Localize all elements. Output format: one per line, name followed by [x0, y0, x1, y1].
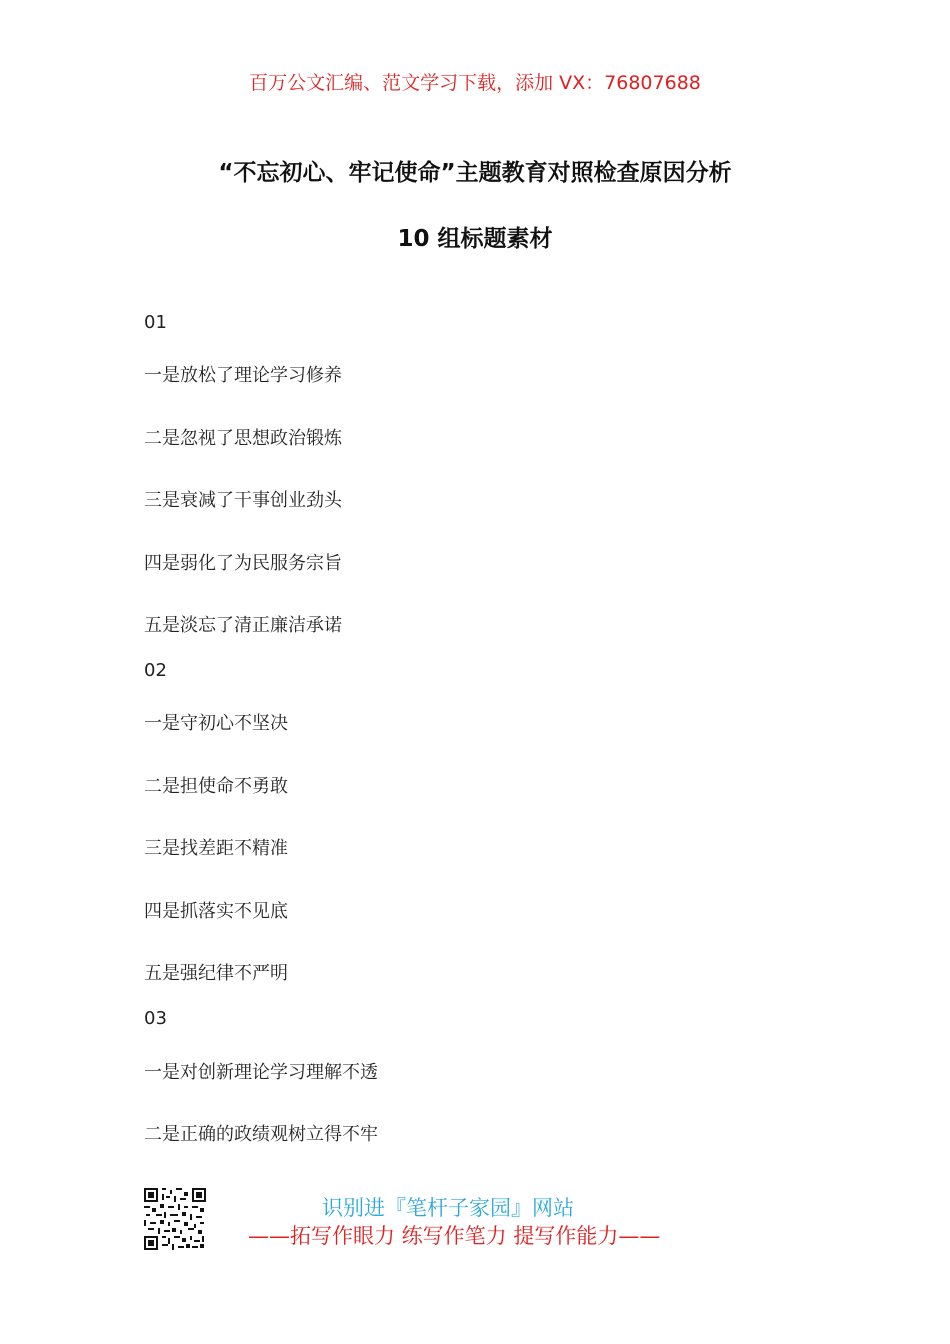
qr-code-icon[interactable] [144, 1188, 206, 1250]
list-item: 二是担使命不勇敢 [144, 776, 288, 797]
footer-slogan-line: ——拓写作眼力 练写作笔力 提写作能力—— [248, 1224, 661, 1248]
list-item: 二是正确的政绩观树立得不牢 [144, 1124, 378, 1145]
footer-website-line: 识别进『笔杆子家园』网站 [322, 1196, 574, 1220]
list-item: 五是强纪律不严明 [144, 963, 288, 984]
list-item: 四是抓落实不见底 [144, 901, 288, 922]
list-item: 一是守初心不坚决 [144, 713, 288, 734]
group-number: 01 [144, 312, 167, 333]
group-number: 02 [144, 660, 167, 681]
document-title-line-1: “不忘初心、牢记使命”主题教育对照检查原因分析 [218, 160, 732, 186]
document-title-line-2: 10 组标题素材 [397, 226, 553, 252]
list-item: 一是对创新理论学习理解不透 [144, 1062, 378, 1083]
group-number: 03 [144, 1008, 167, 1029]
list-item: 五是淡忘了清正廉洁承诺 [144, 615, 342, 636]
list-item: 三是找差距不精准 [144, 838, 288, 859]
list-item: 三是衰减了干事创业劲头 [144, 490, 342, 511]
list-item: 二是忽视了思想政治锻炼 [144, 428, 342, 449]
list-item: 四是弱化了为民服务宗旨 [144, 553, 342, 574]
header-note: 百万公文汇编、范文学习下载，添加 VX：76807688 [249, 72, 701, 94]
list-item: 一是放松了理论学习修养 [144, 365, 342, 386]
